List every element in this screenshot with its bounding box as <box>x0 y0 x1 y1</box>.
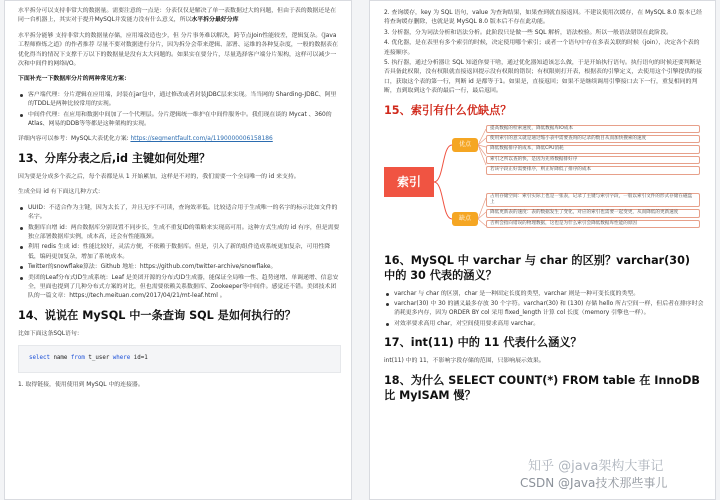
mindmap-root: 索引 <box>384 167 434 197</box>
list-item: 对效率要求高用 char，对空间使用要求高用 varchar。 <box>384 320 705 329</box>
heading-14: 14、说说在 MySQL 中一条查询 SQL 是如何执行的？ <box>18 308 296 322</box>
sql-code-block: select name from t_user where id=1 <box>18 345 341 372</box>
list-item: 1. 取得链接，使用使用到 MySQL 中的连接器。 <box>18 381 144 388</box>
mindmap-pros-list <box>486 125 700 177</box>
heading-16: 16、MySQL 中 varchar 与 char 的区别？varchar(30) 中的 30 代表的涵义？ <box>384 253 690 282</box>
reference-link[interactable]: https://segmentfault.com/a/1190000006158186 <box>130 136 273 143</box>
heading-18: 18、为什么 SELECT COUNT(*) FROM table 在 InnoDB 比 MyISAM 慢？ <box>384 373 700 402</box>
list-item: 4. 优化器，是在表里有多个索引的时候，决定使用哪个索引；或者一个语句中存在多表关联的时候（join），决定各个表的连接顺序。 <box>384 40 700 56</box>
varchar-char-list <box>384 290 705 330</box>
paragraph-split-pros-cons: 水平拆分能够 支持非常大的数据量存储，应用端改造也少，但 分片事务难以解决，跨节点Join性能较差，逻辑复杂。《Java工程师修炼之道》的作者推荐 尽量不要对数据进行分片，因为拆分会带来逻辑、部署、运维的各种复杂度，一般的数据表在优化得当的情况下支撑千万以下的数据量是没有太大问题的。如果实在要分片，尽量选择客户端分片架构，这样可以减少一次和中间件的网络I/O。 <box>18 32 338 68</box>
list-item: Twitter的snowflake算法：Github 地址：https://github.com/twitter-archive/snowflake。 <box>18 263 341 272</box>
left-page <box>4 0 352 500</box>
list-item: 3. 分析器，分为词法分析和语法分析。此阶段只是做一些 SQL 解析，语法校验。所以一般语法错误在此阶段。 <box>384 29 672 36</box>
mindmap-leaf: 否则会指向错误的物理数据，这也是为什么索引会降低数据库性能的原因 <box>486 220 700 228</box>
list-item: UUID：不适合作为主键，因为太长了，并且无序不可读，查询效率低。比较适合用于生成唯一的名字的标示比如文件的名字。 <box>18 204 341 223</box>
right-page <box>369 0 716 500</box>
mindmap-cons-list <box>486 193 700 231</box>
list-item: varchar(30) 中 30 的涵义最多存放 30 个字符。varchar(30) 和 (130) 存储 hello 所占空间一样，但后者在排序时会消耗更多内存，因为 ORDER BY col 采用 fixed_length 计算 col 长度（memory 引擎也一样）。 <box>384 300 705 319</box>
paragraph-sharding-schemes: 下面补充一下数据库分片的两种常见方案： <box>18 76 130 83</box>
sharding-scheme-list <box>18 91 341 130</box>
sql-steps-right <box>384 9 705 97</box>
paragraph-id-methods: 生成全局 id 有下面这几种方式： <box>18 189 104 196</box>
heading-13: 13、分库分表之后,id 主键如何处理？ <box>18 151 211 165</box>
mindmap-leaf: 索引之所以查的快，是因为先将数据排好序 <box>486 156 700 164</box>
mindmap-leaf: 占用存储空间：索引实际上也是一张表，记录了主键与索引字段，一般以索引文件的形式存储在磁盘上 <box>486 193 700 208</box>
zhihu-watermark: 知乎 @java架构大事记 <box>528 459 664 474</box>
heading-17: 17、int(11) 中的 11 代表什么涵义？ <box>384 336 582 350</box>
mindmap-leaf: 提高数据的检索速度，降低数据库IO成本 <box>486 125 700 133</box>
list-item: 2. 查询缓存，key 为 SQL 语句，value 为查询结果，如果查到就直接返回。不建议使用次缓存，在 MySQL 8.0 版本已经将查询缓存删除，也就是说 MySQL 8.0 版本后不存在此功能。 <box>384 10 702 26</box>
paragraph-sql-example: 比如下面这条SQL语句： <box>18 330 83 337</box>
csdn-watermark: CSDN @Java技术那些事儿 <box>520 476 668 490</box>
list-item: 5. 执行器，通过分析器让 SQL 知道你要干啥，通过优化器知道该怎么做，于是开始执行语句。执行语句的时候还要判断是否具备此权限，没有权限就直接返回提示没有权限的错误；有权限则打开表，根据表的引擎定义，去使用这个引擎提供的接口，获取这个表的第一行，判断 id 是都等于1。如果是，直接返回；如果不是继续调用引擎接口去下一行，重复相同的判断，直到取到这个表的最后一行，最后返回。 <box>384 60 703 95</box>
list-item: varchar 与 char 的区别，char 是一种固定长度的类型，varchar 则是一种可变长度的类型。 <box>384 290 705 299</box>
paragraph-int11: int(11) 中的 11，不影响字段存储的范围，只影响展示效果。 <box>384 358 545 365</box>
list-item: 利用 redis 生成 id：性能比较好，灵活方便，不依赖于数据库。但是，引入了新的组件造成系统更加复杂，可用性降低，编码更加复杂，增加了系统成本。 <box>18 243 341 262</box>
mindmap-cons-node: 缺点 <box>452 212 478 226</box>
mindmap-leaf: 降低更新表的速度：表的数据发生了变化，对应的索引也需要一起变更，从而降低的更新速度 <box>486 209 700 217</box>
list-item: 客户端代理：分片逻辑在应用端，封装在jar包中，通过修改或者封装JDBC层来实现。当当网的 Sharding-JDBC、阿里的TDDL是两种比较常用的实现。 <box>18 91 341 110</box>
list-item: 数据库自增 id：两台数据库分别设置不同步长，生成不重复ID的策略来实现高可用。这种方式生成的 id 有序，但是需要独立部署数据库实例，成本高，还会有性能瓶颈。 <box>18 224 341 243</box>
paragraph-global-id: 因为要是分成多个表之后，每个表都是从 1 开始累加，这样是不对的，我们需要一个全局唯一的 id 来支持。 <box>18 173 300 180</box>
mindmap-leaf: 若该字段正好需要排序，则正好降低了排序的成本 <box>486 166 700 174</box>
list-item: 美团的Leaf分布式ID生成系统：Leaf 是美团开源的分布式ID生成器，能保证全局唯一性、趋势递增、单调递增、信息安全，里面也提到了几种分布式方案的对比，但也需要依赖关系数据库、Zookeeper等中间件。感觉还不错。美团技术团队的一篇文章：https://tech.meituan.com/2017/04/21/mt-leaf.html 。 <box>18 274 341 302</box>
mindmap-pros-node: 优点 <box>452 138 478 152</box>
id-method-list <box>18 204 341 302</box>
list-item: 中间件代理：在应用和数据中间加了一个代理层。分片逻辑统一维护在中间件服务中。我们现在谈的 Mycat 、360的Atlas、网易的DDB等等都是这种架构的实现。 <box>18 111 341 130</box>
heading-15: 15、索引有什么优缺点？ <box>384 103 512 117</box>
sql-steps-left <box>18 381 341 390</box>
paragraph-horizontal-split: 水平拆分可以支持非常大的数据量。需要注意的一点是：分表仅仅是解决了单一表数据过大的问题，但由于表的数据还是在同一台机器上，其实对于提升MySQL并发能力没有什么意义，所以水平拆分最好分库 <box>18 8 337 24</box>
mindmap-leaf: 降低数据排序的成本，降低CPU消耗 <box>486 145 700 153</box>
index-mindmap <box>384 125 706 245</box>
mindmap-leaf: 使用索引的意义就是通过缩小表中需要查询的记录的数目从而加快搜索的速度 <box>486 135 700 143</box>
reference-line: 详细内容可以参考：MySQL大表优化方案: https://segmentfault.com/a/1190000006158186 <box>18 136 273 143</box>
